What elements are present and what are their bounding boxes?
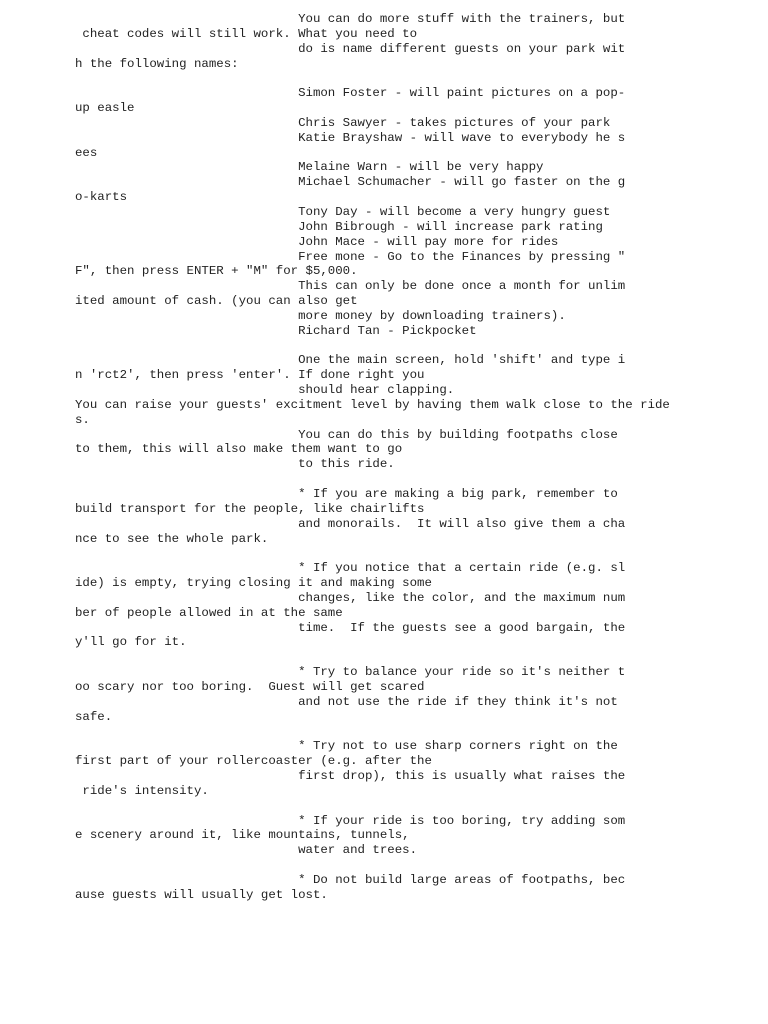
text-line: up easle xyxy=(75,101,135,116)
text-line: e scenery around it, like mountains, tunnels, xyxy=(75,828,410,843)
text-line: * Do not build large areas of footpaths, bec xyxy=(75,872,626,887)
text-line: water and trees. xyxy=(75,843,418,858)
text-line: John Bibrough - will increase park rating xyxy=(75,219,603,234)
text-line: Chris Sawyer - takes pictures of your park xyxy=(75,115,611,130)
text-line: and monorails. It will also give them a cha xyxy=(75,516,626,531)
text-line: One the main screen, hold 'shift' and type i xyxy=(75,353,626,368)
text-line: cheat codes will still work. What you need to xyxy=(75,26,418,41)
text-line: time. If the guests see a good bargain, the xyxy=(75,620,626,635)
text-line: oo scary nor too boring. Guest will get scared xyxy=(75,679,425,694)
text-line: n 'rct2', then press 'enter'. If done right you xyxy=(75,368,425,383)
text-line: Simon Foster - will paint pictures on a pop- xyxy=(75,86,626,101)
blank-line xyxy=(75,650,755,665)
blank-line xyxy=(75,546,755,561)
text-line: nce to see the whole park. xyxy=(75,531,269,546)
text-line: Tony Day - will become a very hungry guest xyxy=(75,204,611,219)
text-line: ause guests will usually get lost. xyxy=(75,887,328,902)
text-line: first part of your rollercoaster (e.g. after the xyxy=(75,754,432,769)
blank-line xyxy=(75,725,755,740)
blank-line xyxy=(75,799,755,814)
text-line: ber of people allowed in at the same xyxy=(75,605,343,620)
text-line: You can do more stuff with the trainers, but xyxy=(75,12,626,26)
text-line: first drop), this is usually what raises the xyxy=(75,769,626,784)
text-line: o-karts xyxy=(75,190,128,205)
text-line: Richard Tan - Pickpocket xyxy=(75,323,477,338)
text-line: Katie Brayshaw - will wave to everybody he s xyxy=(75,130,626,145)
text-line: should hear clapping. xyxy=(75,383,455,398)
text-line: ide) is empty, trying closing it and making some xyxy=(75,576,432,591)
text-line: You can raise your guests' excitment level by having them walk close to the ride xyxy=(75,397,670,412)
text-line: ees xyxy=(75,145,98,160)
text-line: ited amount of cash. (you can also get xyxy=(75,294,358,309)
text-line: * Try to balance your ride so it's neither t xyxy=(75,665,626,680)
blank-line xyxy=(75,858,755,873)
text-line: Michael Schumacher - will go faster on the g xyxy=(75,175,626,190)
text-line: safe. xyxy=(75,709,113,724)
text-line: Free mone - Go to the Finances by pressing " xyxy=(75,249,626,264)
text-line: * Try not to use sharp corners right on the xyxy=(75,739,618,754)
text-line: more money by downloading trainers). xyxy=(75,308,566,323)
blank-line xyxy=(75,472,755,487)
blank-line xyxy=(75,339,755,354)
text-line: build transport for the people, like chairlifts xyxy=(75,501,425,516)
blank-line xyxy=(75,71,755,86)
text-line: You can do this by building footpaths close xyxy=(75,427,618,442)
text-line: y'll go for it. xyxy=(75,635,187,650)
text-line: * If you notice that a certain ride (e.g. sl xyxy=(75,561,626,576)
document-body xyxy=(75,12,755,903)
text-line: This can only be done once a month for unlim xyxy=(75,279,626,294)
text-line: John Mace - will pay more for rides xyxy=(75,234,559,249)
text-line: Melaine Warn - will be very happy xyxy=(75,160,544,175)
text-line: h the following names: xyxy=(75,56,239,71)
text-line: F", then press ENTER + "M" for $5,000. xyxy=(75,264,358,279)
text-line: to them, this will also make them want to go xyxy=(75,442,403,457)
text-line: s. xyxy=(75,412,90,427)
text-line: and not use the ride if they think it's not xyxy=(75,694,618,709)
text-line: do is name different guests on your park wit xyxy=(75,41,626,56)
text-line: ride's intensity. xyxy=(75,783,209,798)
text-line: * If you are making a big park, remember to xyxy=(75,487,618,501)
text-line: changes, like the color, and the maximum num xyxy=(75,590,626,605)
text-line: * If your ride is too boring, try adding som xyxy=(75,813,626,828)
text-line: to this ride. xyxy=(75,457,395,472)
